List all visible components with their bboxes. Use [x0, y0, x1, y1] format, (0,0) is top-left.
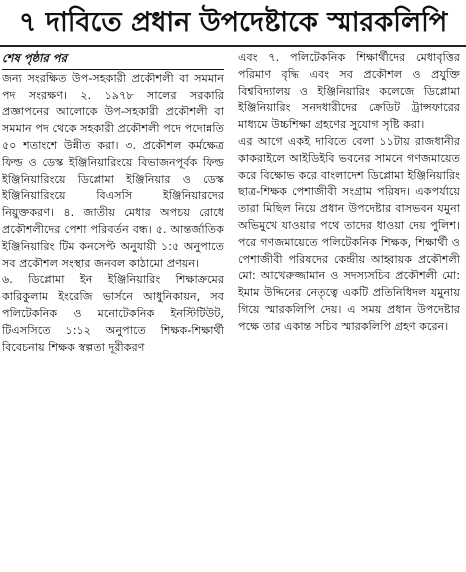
right-column [238, 50, 460, 568]
left-column [2, 50, 224, 568]
continued-label: শেষ পৃষ্ঠার পর [2, 50, 224, 70]
paragraph: জন্য সংরক্ষিত উপ-সহকারী প্রকৌশলী বা সমমান পদ সংরক্ষণ। ২. ১৯৭৮ সালের সরকারি প্রজ্ঞাপনের আলোকে উপ-সহকারী প্রকৌশলী বা সমমান পদ থেকে সহকারী প্রকৌশলী পদে পদোন্নতি ৫০ শতাংশে উন্নীত করা। ৩. প্রকৌশল কর্মক্ষেত্র ফিল্ড ও ডেস্ক ইঞ্জিনিয়ারিংয়ে বিভাজনপূর্বক ফিল্ড ইঞ্জিনিয়ারিংয়ে ডিপ্লোমা ইঞ্জিনিয়ার ও ডেস্ক ইঞ্জিনিয়ারিংয়ে বিএসসি ইঞ্জিনিয়ারদের নিয়ুক্তকরণ। ৪. জাতীয় মেধার অপচয় রোধে প্রকৌশলীদের পেশা পরিবর্তন বন্ধ। ৫. আন্তর্জাতিক ইঞ্জিনিয়ারিং টিম কনসেপ্ট অনুযায়ী ১:৫ অনুপাতে সব প্রকৌশল সংস্থার জনবল কাঠামো প্রণয়ন। [2, 71, 224, 270]
paragraph: ৬. ডিপ্লোমা ইন ইঞ্জিনিয়ারিং শিক্ষাক্রমের কারিকুলাম ইংরেজি ভার্সনে আধুনিকায়ন, সব পলিটেকনিক ও মনোটেকনিক ইনস্টিটিউট, টিএসসিতে ১:১২ অনুপাতে শিক্ষক-শিক্ষার্থী বিবেচনায় শিক্ষক স্বল্পতা দূরীকরণ [2, 273, 224, 354]
headline: ৭ দাবিতে প্রধান উপদেষ্টাকে স্মারকলিপি [18, 7, 448, 38]
paragraph: এবং ৭. পলিটেকনিক শিক্ষার্থীদের মেধাবৃত্তির পরিমাণ বৃদ্ধি এবং সব প্রকৌশল ও প্রযুক্তি বিশ্ববিদ্যালয় ও ইঞ্জিনিয়ারিং কলেজে ডিপ্লোমা ইঞ্জিনিয়ারিং সনদধারীদের ক্রেডিট ট্রান্সফারের মাধ্যমে উচ্চশিক্ষা গ্রহণের সুযোগ সৃষ্টি করা। [238, 51, 460, 132]
headline-rule [0, 45, 466, 47]
paragraph: এর আগে একই দাবিতে বেলা ১১টায় রাজধানীর কাকরাইলে আইডিইবি ভবনের সামনে গণজমায়েত করে বিক্ষোভ করে বাংলাদেশ ডিপ্লোমা ইঞ্জিনিয়ারিং ছাত্র-শিক্ষক পেশাজীবী সংগ্রাম পরিষদ। একপর্যায়ে তারা মিছিল নিয়ে প্রধান উপদেষ্টার বাসভবন যমুনা অভিমুখে যাওয়ার পথে তাদের ধাওয়া দেয় পুলিশ। পরে গণজমায়েতে পলিটেকনিক শিক্ষক, শিক্ষার্থী ও পেশাজীবী পরিষদের কেন্দ্রীয় আহ্বায়ক প্রকৌশলী মো: আখেরুজ্জামান ও সদস্যসচিব প্রকৌশলী মো: ইমাম উদ্দিনের নেতৃত্বে একটি প্রতিনিধিদল যমুনায় গিয়ে স্মারকলিপি দেয়। এ সময় প্রধান উপদেষ্টার পক্ষে তার একান্ত সচিব স্মারকলিপি গ্রহণ করেন। [238, 134, 460, 333]
